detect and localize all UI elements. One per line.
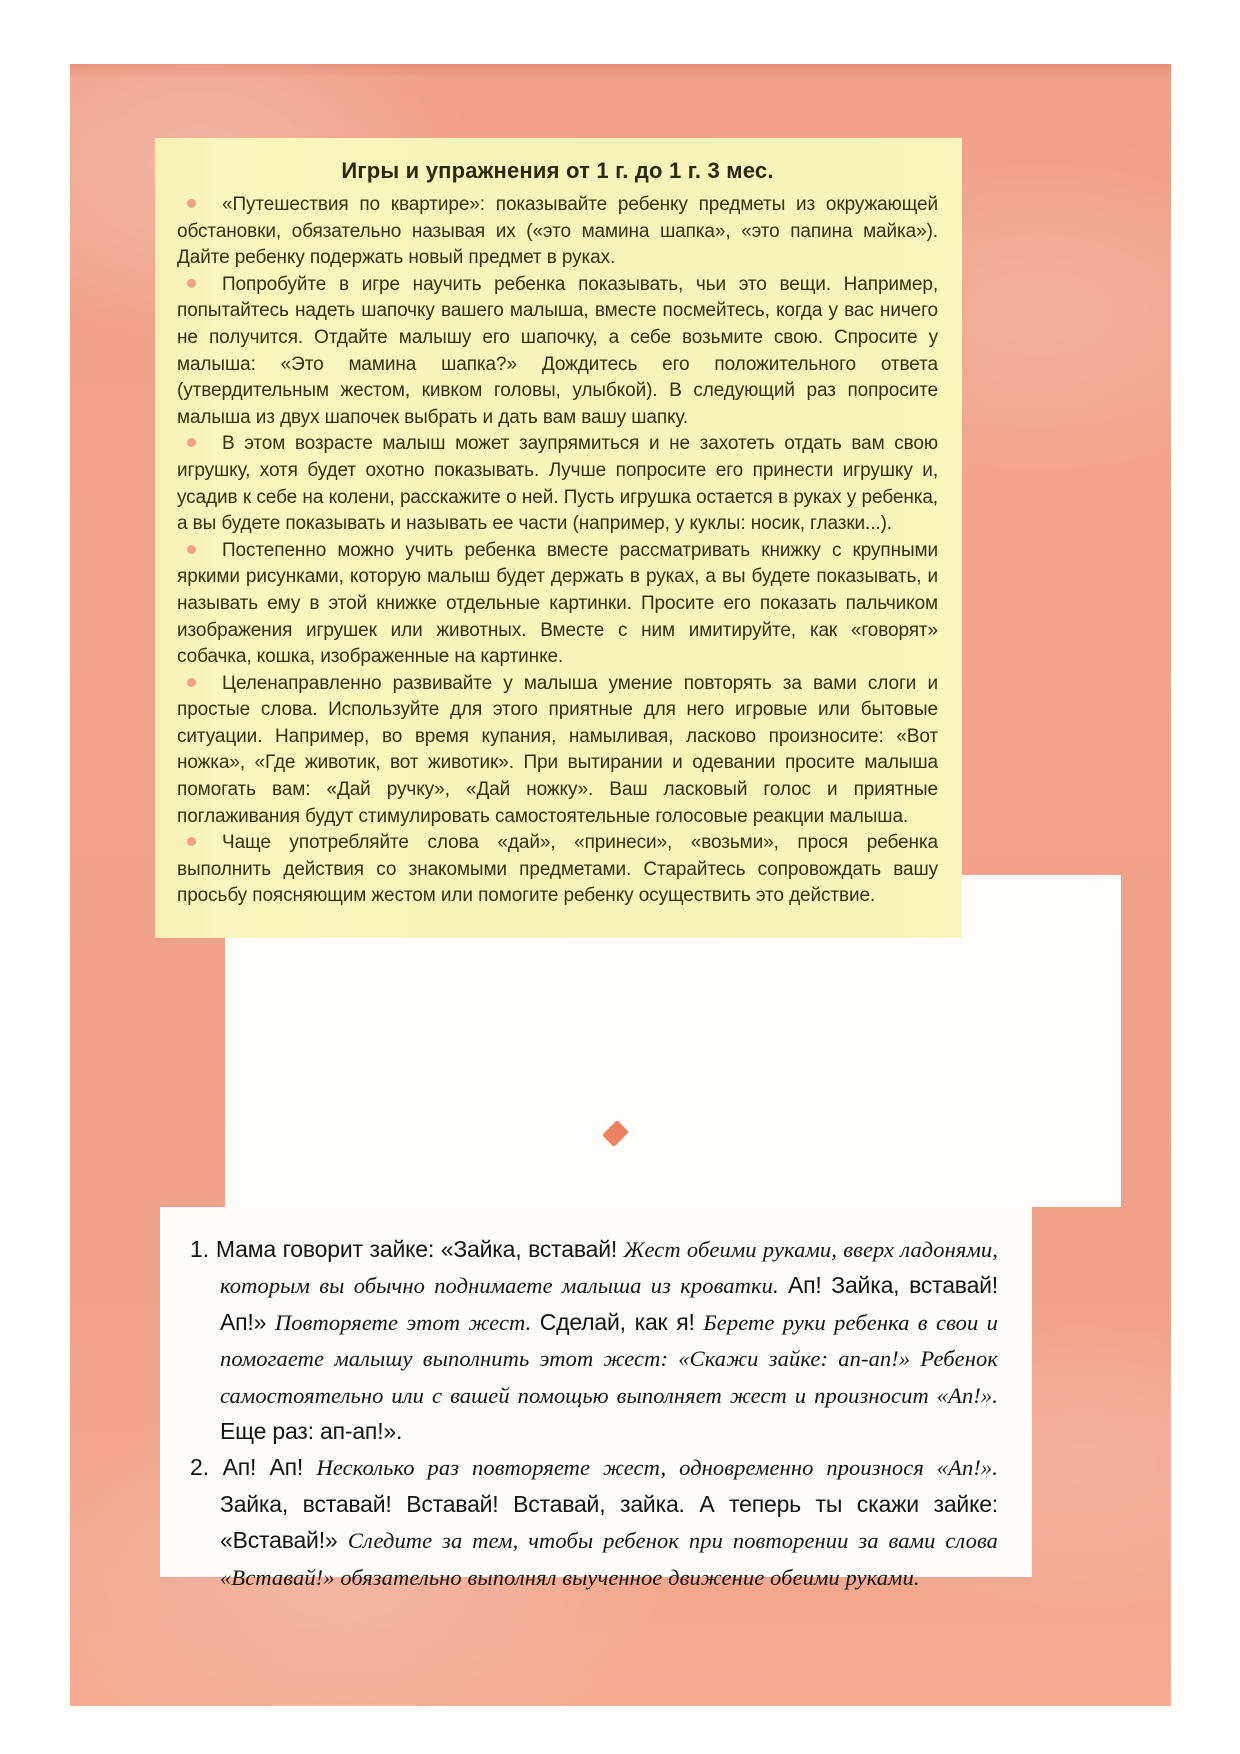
text-segment-speech: Ап! Ап!	[222, 1454, 317, 1481]
paragraph-text: «Путешествия по квартире»: показывайте ребенку предметы из окружающей обстановки, обязательно называя их («это мамина шапка», «это папина майка»). Дайте ребенку подержать новый предмет в руках.	[177, 194, 938, 269]
text-segment-speech: Ап! Зайка, вставай! Ап!»	[220, 1272, 998, 1335]
exercise-item-text	[220, 1454, 999, 1590]
paragraph	[177, 830, 938, 910]
text-segment-instruction: Повторяете этот жест.	[274, 1309, 540, 1335]
bullet-dot-icon	[187, 199, 196, 208]
text-segment-instruction: Берете руки ребенка в свои и помогаете малышу выполнить этот жест: «Скажи зайке: ап-ап!» Ребенок самостоятельно или с вашей помощью выполняет жест и произносит «Ап!».	[220, 1309, 998, 1408]
bullet-dot-icon	[187, 678, 196, 687]
paragraph-text: Постепенно можно учить ребенка вместе рассматривать книжку с крупными яркими рисунками, которую малыш будет держать в руках, а вы будете показывать, и называть ему в этой книжке отдельные картинки. Просите его показать пальчиком изображения игрушек или животных. Вместе с ним имитируйте, как «говорят» собачка, кошка, изображенные на картинке.	[177, 539, 938, 668]
paragraph	[177, 538, 938, 671]
exercise-script-panel	[160, 1207, 1032, 1590]
bullet-dot-icon	[187, 438, 196, 447]
text-segment-speech: Мама говорит зайке: «Зайка, вставай!	[215, 1236, 624, 1262]
paragraph-text: Целенаправленно развивайте у малыша умение повторять за вами слоги и простые слова. Используйте для этого приятные для него игровые или бытовые ситуации. Например, во время купания, намыливая, ласково произносите: «Вот ножка», «Где животик, вот животик». При вытирании и одевании просите малыша помогать вам: «Дай ручку», «Дай ножку». Ваш ласковый голос и приятные поглаживания будут стимулировать самостоятельные голосовые реакции малыша.	[177, 672, 938, 827]
text-segment-speech: Еще раз: ап-ап!».	[220, 1418, 403, 1445]
exercise-item	[190, 1451, 998, 1597]
panel-title: Игры и упражнения от 1 г. до 1 г. 3 мес.	[341, 158, 774, 183]
paragraph-text: В этом возрасте малыш может заупрямиться и не захотеть отдать вам свою игрушку, хотя будет охотно показывать. Лучше попросите его принести игрушку и, усадив к себе на колени, расскажите о ней. Пусть игрушка остается в руках у ребенка, а вы будете показывать и называть ее части (например, у куклы: носик, глазки...).	[177, 433, 938, 535]
paragraph	[177, 431, 938, 537]
bullet-dot-icon	[187, 279, 196, 288]
games-panel	[155, 138, 962, 938]
paragraph-text: Чаще употребляйте слова «дай», «принеси», «возьми», прося ребенка выполнить действия со знакомыми предметами. Старайтесь сопровождать вашу просьбу поясняющим жестом или помогите ребенку осуществить это действие.	[177, 832, 938, 907]
exercise-item-text	[215, 1236, 998, 1445]
diamond-divider-icon	[602, 1120, 629, 1147]
item-number: 2.	[190, 1454, 210, 1481]
item-number: 1.	[190, 1236, 210, 1262]
scanned-book-page	[70, 64, 1171, 1706]
paragraph	[177, 192, 938, 272]
paragraph	[177, 671, 938, 831]
text-segment-instruction: Следите за тем, чтобы ребенок при повторении за вами слова «Вставай!» обязательно выполнял выученное движение обеими руками.	[220, 1528, 999, 1590]
bullet-dot-icon	[187, 545, 196, 554]
paragraph-text: Попробуйте в игре научить ребенка показывать, чьи это вещи. Например, попытайтесь надеть шапочку вашего малыша, вместе посмейтесь, когда у вас ничего не получится. Отдайте малышу его шапочку, а себе возьмите свою. Спросите у малыша: «Это мамина шапка?» Дождитесь его положительного ответа (утвердительным жестом, кивком головы, улыбкой). В следующий раз попросите малыша из двух шапочек выбрать и дать вам вашу шапку.	[177, 273, 938, 428]
paragraph	[177, 272, 938, 432]
text-segment-instruction: Жест обеими руками, вверх ладонями, которым вы обычно поднимаете малыша из кроватки.	[220, 1237, 998, 1299]
text-segment-speech: Сделай, как я!	[539, 1308, 704, 1335]
text-segment-instruction: Несколько раз повторяете жест, одновременно произнося «Ап!».	[316, 1455, 998, 1481]
scan-edge-shading	[70, 64, 1171, 78]
exercise-item	[190, 1233, 998, 1451]
bullet-dot-icon	[187, 837, 196, 846]
text-segment-speech: Зайка, вставай! Вставай! Вставай, зайка. А теперь ты скажи зайке: «Вставай!»	[220, 1490, 998, 1554]
